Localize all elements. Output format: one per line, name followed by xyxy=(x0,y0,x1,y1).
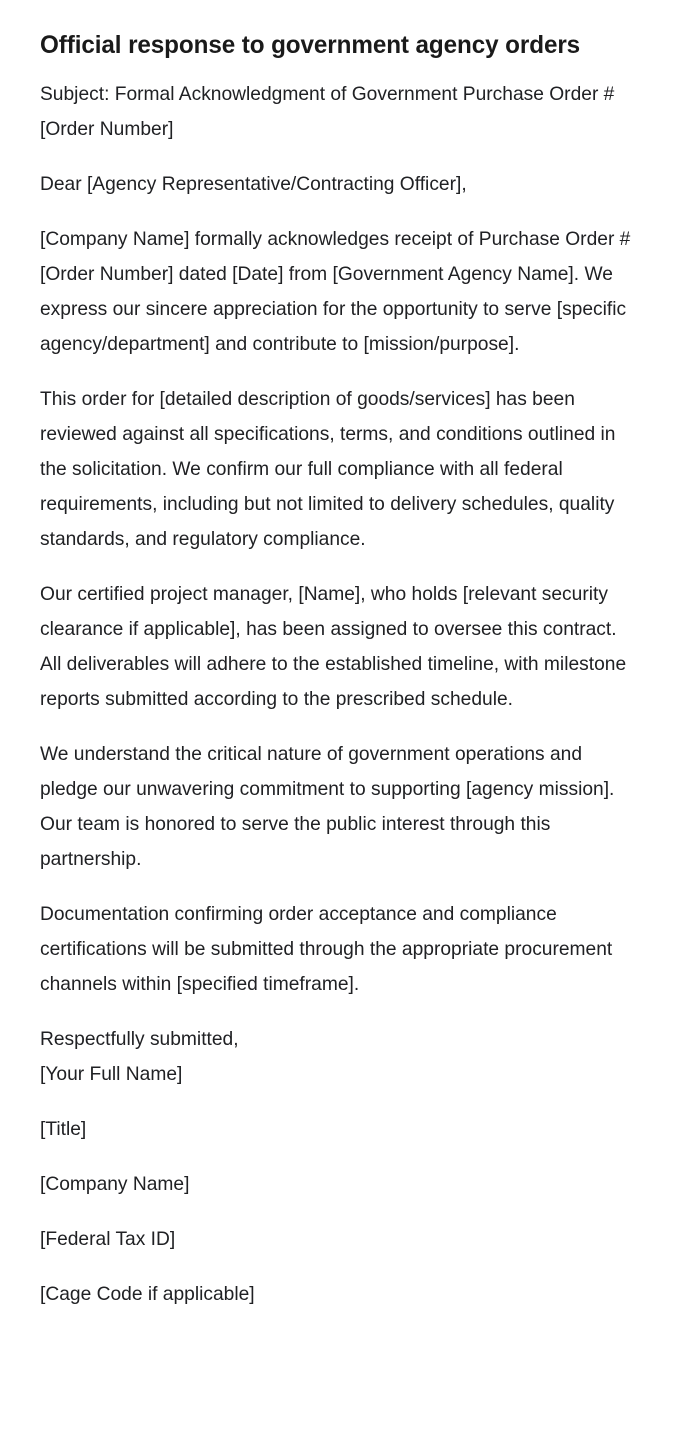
signature-full-name: [Your Full Name] xyxy=(40,1063,183,1086)
paragraph-commitment: We understand the critical nature of government operations and pledge our unwavering commitment to supporting [agency mission]. Our team is honored to serve the public interest through this partnership. xyxy=(40,743,615,871)
paragraph-subject: Subject: Formal Acknowledgment of Government Purchase Order #[Order Number] xyxy=(40,83,615,141)
paragraph-project-manager: Our certified project manager, [Name], who holds [relevant security clearance if applicable], has been assigned to oversee this contract. All deliverables will adhere to the established timeline, with milestone reports submitted according to the prescribed schedule. xyxy=(40,583,627,711)
document-body xyxy=(40,77,640,1057)
signature-company-name: [Company Name] xyxy=(40,1173,190,1196)
paragraph-salutation: Dear [Agency Representative/Contracting Officer], xyxy=(40,173,467,196)
signature-block xyxy=(40,1057,640,1312)
signature-cage-code: [Cage Code if applicable] xyxy=(40,1283,255,1306)
signature-title: [Title] xyxy=(40,1118,87,1141)
paragraph-acknowledgment: [Company Name] formally acknowledges receipt of Purchase Order #[Order Number] dated [Date] from [Government Agency Name]. We express our sincere appreciation for the opportunity to serve [specific agency/department] and contribute to [mission/purpose]. xyxy=(40,228,631,356)
paragraph-documentation: Documentation confirming order acceptance and compliance certifications will be submitted through the appropriate procurement channels within [specified timeframe]. xyxy=(40,903,613,996)
page-title: Official response to government agency orders xyxy=(40,31,581,59)
signature-federal-tax-id: [Federal Tax ID] xyxy=(40,1228,176,1251)
paragraph-closing: Respectfully submitted, xyxy=(40,1028,239,1051)
paragraph-compliance: This order for [detailed description of goods/services] has been reviewed against all specifications, terms, and conditions outlined in the solicitation. We confirm our full compliance with all federal requirements, including but not limited to delivery schedules, quality standards, and regulatory compliance. xyxy=(40,388,616,551)
